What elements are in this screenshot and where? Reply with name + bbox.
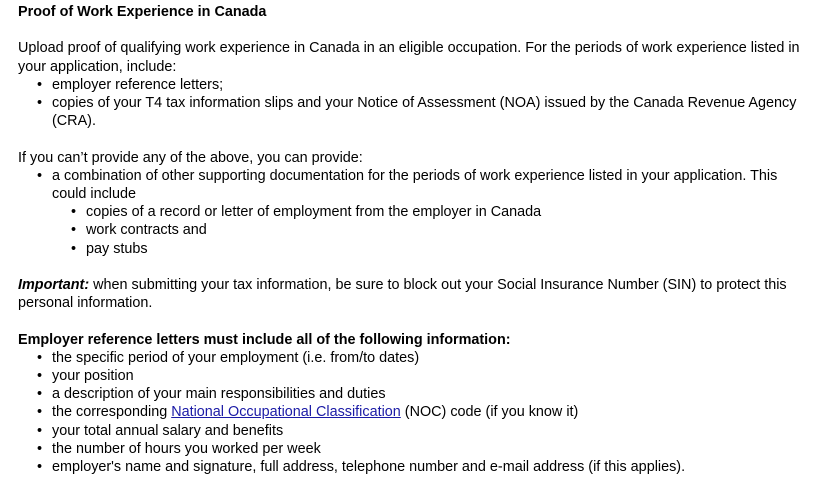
alternative-item [18, 167, 818, 258]
letter-item-employer-contact: • employer's name and signature, full address, telephone number and e-mail address (if this applies). [18, 458, 818, 476]
spacer [18, 21, 818, 39]
letters-heading: Employer reference letters must include all of the following information: [18, 331, 511, 348]
letter-item-duties: • a description of your main responsibilities and duties [18, 385, 818, 403]
alternative-sublist [52, 203, 812, 258]
letter-item-hours: • the number of hours you worked per week [18, 440, 818, 458]
noc-suffix: (NOC) code (if you know it) [400, 404, 579, 421]
letter-item-noc [18, 403, 818, 421]
spacer [18, 258, 818, 276]
include-list [18, 76, 818, 131]
sub-item-work-contracts: • work contracts and [52, 221, 812, 239]
noc-link[interactable]: National Occupational Classification [171, 404, 401, 421]
important-note [18, 276, 818, 312]
letter-requirements-list [18, 349, 818, 476]
intro-paragraph: Upload proof of qualifying work experience in Canada in an eligible occupation. For the periods of work experience listed in your application, include: [18, 40, 800, 75]
sub-item-pay-stubs: • pay stubs [52, 240, 812, 258]
page-title: Proof of Work Experience in Canada [18, 4, 267, 20]
alternative-intro: If you can’t provide any of the above, you can provide: [18, 149, 363, 166]
spacer [18, 312, 818, 330]
spacer [18, 130, 818, 148]
sub-item-record-letter: • copies of a record or letter of employment from the employer in Canada [52, 203, 812, 221]
important-label: Important: [18, 277, 90, 293]
noc-prefix: the corresponding [52, 404, 172, 421]
include-item-t4-noa: • copies of your T4 tax information slips and your Notice of Assessment (NOA) issued by the Canada Revenue Agency (CRA). [18, 94, 818, 130]
include-item-reference-letters: • employer reference letters; [18, 76, 818, 94]
alternative-item-text: a combination of other supporting documentation for the periods of work experience listed in your application. This could include [52, 167, 778, 202]
letter-item-period: • the specific period of your employment (i.e. from/to dates) [18, 349, 818, 367]
important-text: when submitting your tax information, be sure to block out your Social Insurance Number (SIN) to protect this personal information. [18, 277, 787, 312]
letter-item-salary: • your total annual salary and benefits [18, 422, 818, 440]
alternative-list [18, 167, 818, 258]
letter-item-position: • your position [18, 367, 818, 385]
